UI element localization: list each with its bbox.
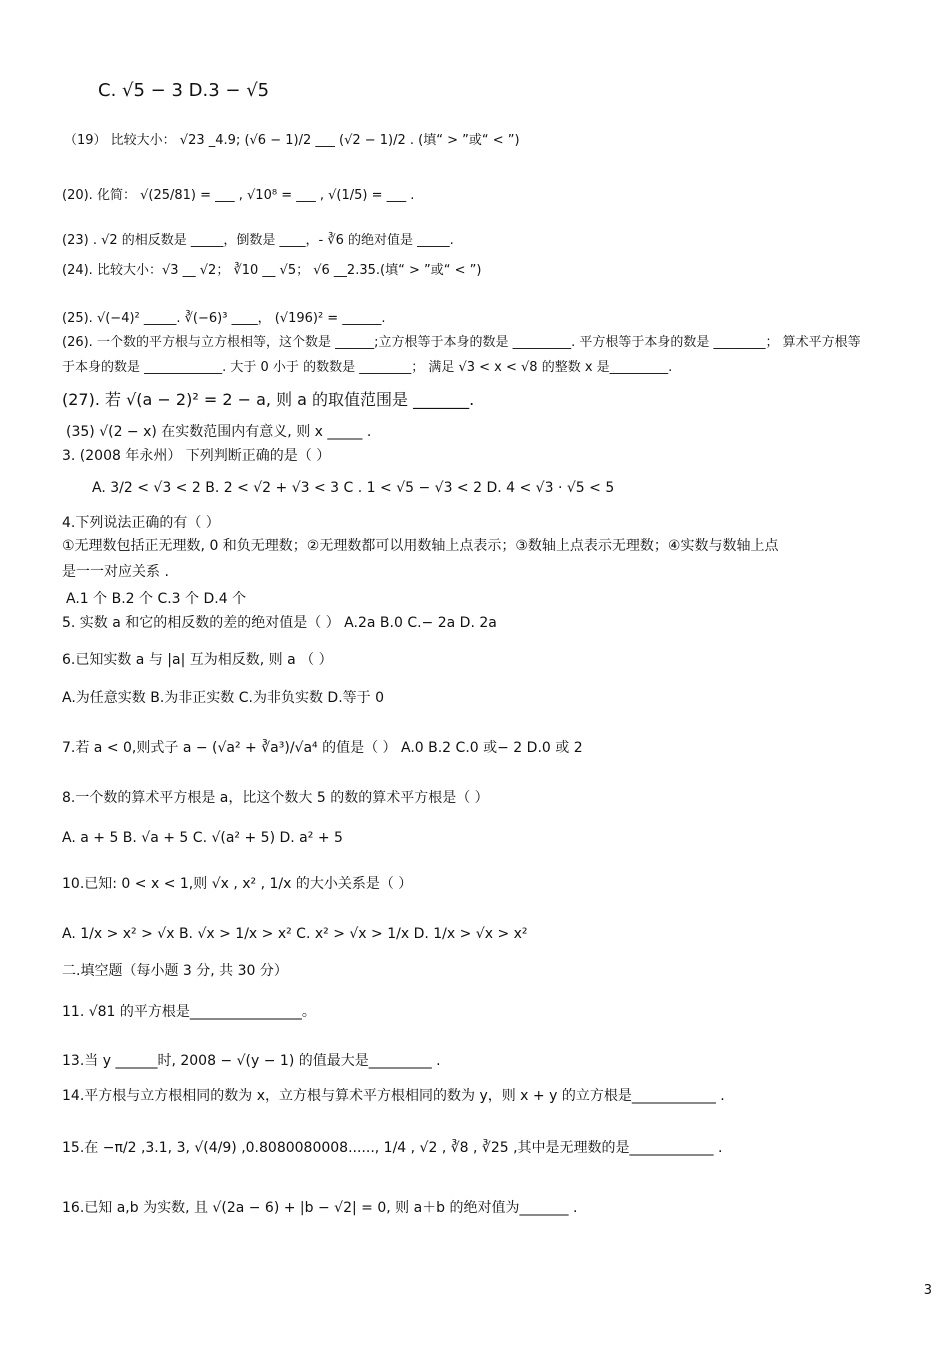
text-line: A.1 个 B.2 个 C.3 个 D.4 个	[66, 591, 247, 607]
text-line: ①无理数包括正无理数, 0 和负无理数；②无理数都可以用数轴上点表示；③数轴上点表示无理数；④实数与数轴上点	[62, 538, 779, 554]
text-line: (24). 比较大小：√3 __ √2； ∛10 __ √5； √6 __2.35.(填“ > ”或“ < ”)	[62, 263, 482, 278]
text-line: (25). √(−4)² _____. ∛(−6)³ ____， (√196)² = ______.	[62, 311, 386, 326]
text-line: 3. (2008 年永州） 下列判断正确的是（ ）	[62, 448, 331, 464]
text-line: 6.已知实数 a 与 |a| 互为相反数, 则 a （ ）	[62, 652, 333, 668]
text-line: 5. 实数 a 和它的相反数的差的绝对值是（ ） A.2a B.0 C.− 2a D. 2a	[62, 615, 497, 631]
text-line: (35) √(2 − x) 在实数范围内有意义, 则 x _____ .	[66, 424, 372, 440]
text-line: (26). 一个数的平方根与立方根相等，这个数是 ______;立方根等于本身的数是 _________. 平方根等于本身的数是 ________； 算术平方根等	[62, 335, 861, 350]
text-line: 15.在 −π/2 ,3.1, 3, √(4/9) ,0.8080080008......, 1/4 , √2 , ∛8 , ∛25 ,其中是无理数的是____________ .	[62, 1140, 723, 1156]
text-line: 11. √81 的平方根是________________。	[62, 1004, 316, 1020]
text-line: (20). 化简： √(25/81) = ___ , √10⁸ = ___ , √(1/5) = ___ .	[62, 188, 415, 203]
text-line: (27). 若 √(a − 2)² = 2 − a, 则 a 的取值范围是 _______.	[62, 390, 475, 409]
text-line: A. 1/x > x² > √x B. √x > 1/x > x² C. x² > √x > 1/x D. 1/x > √x > x²	[62, 926, 528, 942]
text-line: 14.平方根与立方根相同的数为 x，立方根与算术平方根相同的数为 y，则 x + y 的立方根是____________ .	[62, 1088, 725, 1104]
text-line: 13.当 y ______时, 2008 − √(y − 1) 的值最大是_________ .	[62, 1053, 441, 1069]
text-line: 是一一对应关系 .	[62, 564, 169, 580]
text-line: 8.一个数的算术平方根是 a，比这个数大 5 的数的算术平方根是（ ）	[62, 790, 489, 806]
page-number: 3	[923, 1283, 932, 1298]
text-line: （19） 比较大小： √23 _4.9; (√6 − 1)/2 ___ (√2 − 1)/2 . (填“ > ”或“ < ”)	[64, 133, 520, 148]
text-line: 4.下列说法正确的有（ ）	[62, 515, 220, 531]
text-line: 16.已知 a,b 为实数, 且 √(2a − 6) + |b − √2| = 0, 则 a＋b 的绝对值为_______ .	[62, 1200, 578, 1216]
text-line: 10.已知: 0 < x < 1,则 √x , x² , 1/x 的大小关系是（ ）	[62, 876, 413, 892]
text-line: 二.填空题（每小题 3 分, 共 30 分）	[62, 963, 288, 979]
text-line: 于本身的数是 ____________. 大于 0 小于 的数数是 ________； 满足 √3 < x < √8 的整数 x 是_________.	[62, 360, 673, 375]
text-line: (23) . √2 的相反数是 _____，倒数是 ____，- ∛6 的绝对值是 _____.	[62, 233, 454, 248]
text-line: C. √5 − 3 D.3 − √5	[98, 80, 270, 101]
text-line: A. a + 5 B. √a + 5 C. √(a² + 5) D. a² + 5	[62, 830, 343, 846]
text-line: A.为任意实数 B.为非正实数 C.为非负实数 D.等于 0	[62, 690, 384, 706]
text-line: A. 3/2 < √3 < 2 B. 2 < √2 + √3 < 3 C . 1 < √5 − √3 < 2 D. 4 < √3 · √5 < 5	[92, 480, 615, 496]
text-line: 7.若 a < 0,则式子 a − (√a² + ∛a³)/√a⁴ 的值是（ ） A.0 B.2 C.0 或− 2 D.0 或 2	[62, 740, 583, 756]
